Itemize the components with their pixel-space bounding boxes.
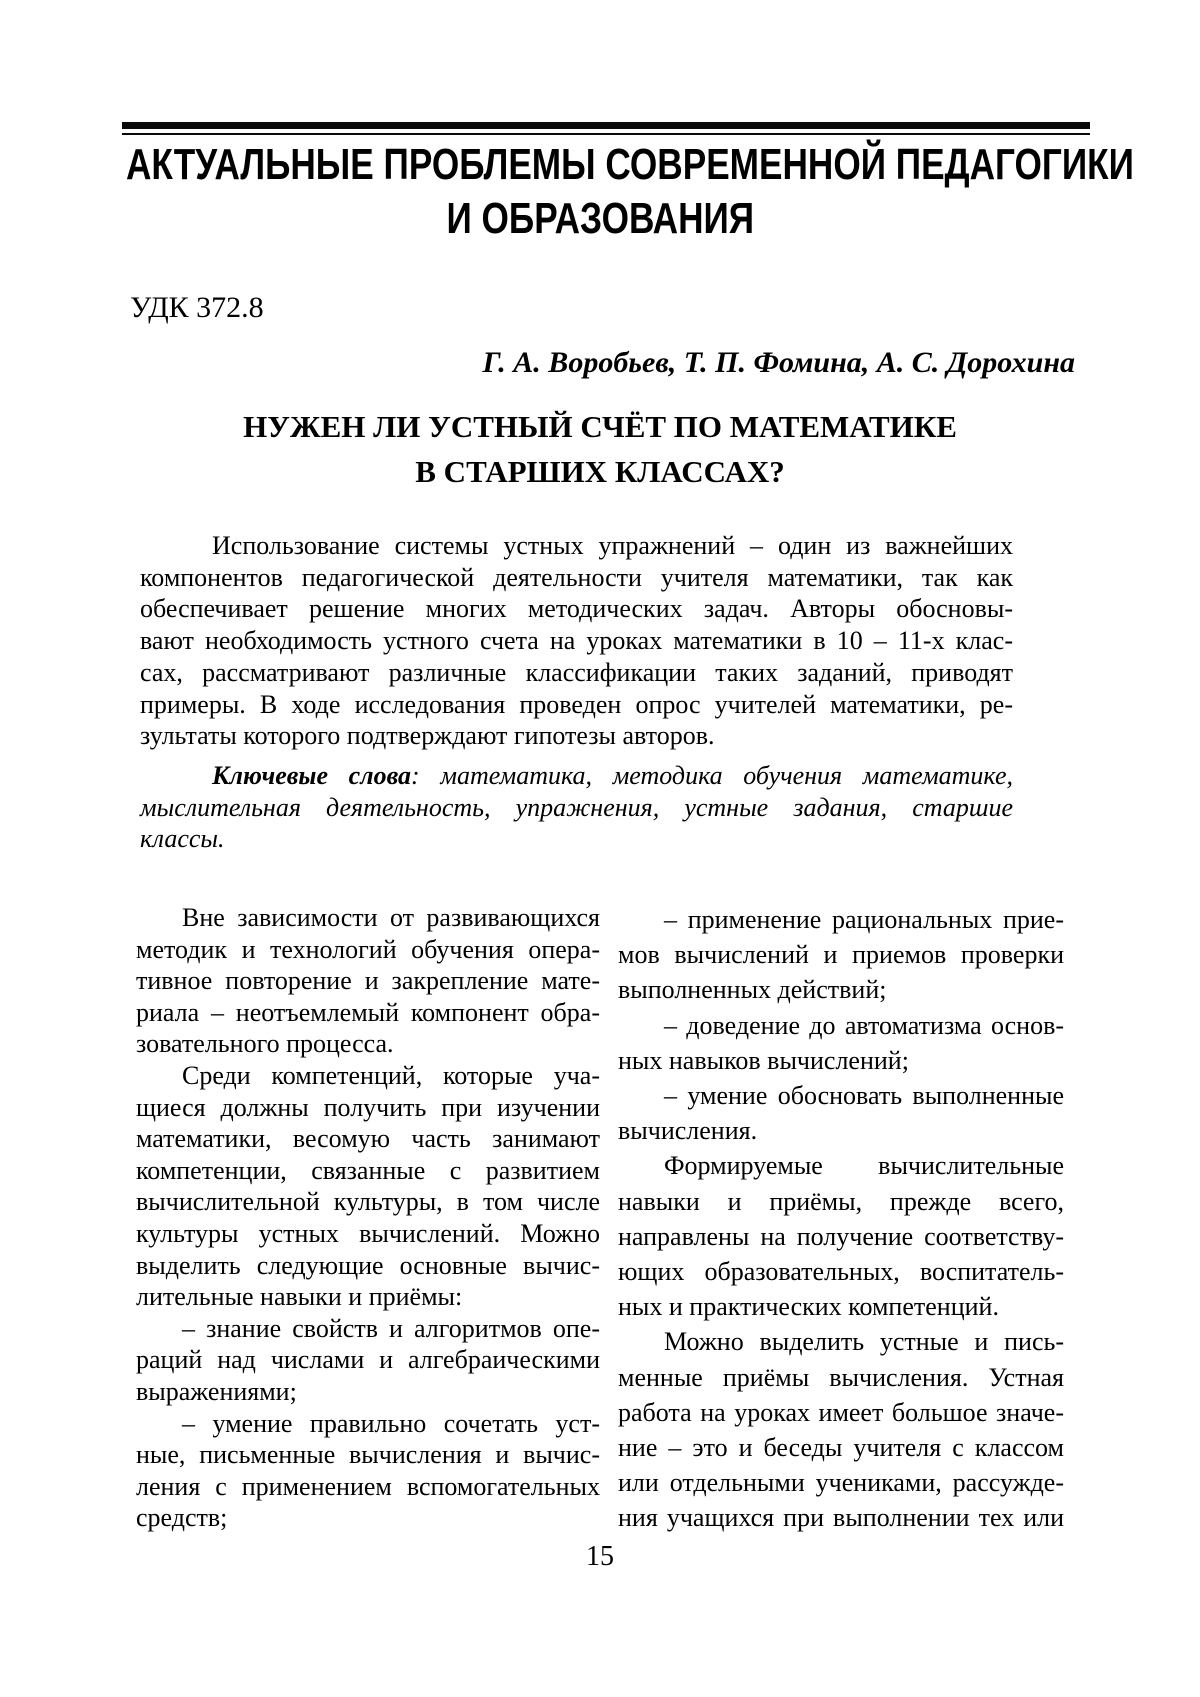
text-line: зультаты которого подтверждают гипотезы авторов. bbox=[140, 721, 715, 751]
body-left-column bbox=[136, 902, 600, 1534]
text-line: сах, рассматривают различные классификации таких заданий, приводят bbox=[140, 657, 1013, 687]
text-line: мов вычислений и приемов проверки bbox=[618, 940, 1064, 970]
page-number: 15 bbox=[586, 1541, 614, 1572]
text-line: вычисления. bbox=[618, 1116, 758, 1146]
text-line: ния учащихся при выполнении тех или bbox=[618, 1503, 1064, 1533]
text-line: лительные навыки и приёмы: bbox=[136, 1282, 463, 1312]
header-rule-thin bbox=[122, 133, 1090, 135]
paragraph bbox=[136, 902, 600, 1060]
article-title bbox=[0, 404, 1200, 494]
text-line: примеры. В ходе исследования проведен опрос учителей математики, ре- bbox=[140, 689, 1013, 719]
text-line: – знание свойств и алгоритмов опе- bbox=[182, 1313, 600, 1343]
article-title-line-1: НУЖЕН ЛИ УСТНЫЙ СЧЁТ ПО МАТЕМАТИКЕ bbox=[243, 409, 957, 444]
abstract-block bbox=[140, 530, 1013, 855]
text-line: Можно выделить устные и пись- bbox=[664, 1327, 1064, 1357]
text-line: компетенции, связанные с развитием bbox=[136, 1155, 600, 1185]
text-line: навыки и приёмы, прежде всего, bbox=[618, 1186, 1064, 1216]
authors-line: Г. А. Воробьев, Т. П. Фомина, А. С. Дорохина bbox=[482, 346, 1075, 379]
text-line: средств; bbox=[136, 1503, 228, 1533]
text-line: работа на уроках имеет большое значе- bbox=[618, 1397, 1064, 1427]
text-line: раций над числами и алгебраическими bbox=[136, 1345, 600, 1375]
text-line: риала – неотъемлемый компонент обра- bbox=[136, 997, 600, 1027]
text-line: ных и практических компетенций. bbox=[618, 1292, 999, 1322]
paragraph bbox=[136, 1060, 600, 1313]
keywords-line-2: мыслительная деятельность, упражнения, устные задания, старшие bbox=[140, 792, 1013, 822]
paragraph bbox=[618, 1008, 1064, 1078]
text-line: – применение рациональных прие- bbox=[664, 905, 1064, 934]
abstract-paragraphs bbox=[140, 530, 1013, 752]
keywords-line-1-rest: : математика, методика обучения математике, bbox=[411, 760, 1013, 790]
text-line: Среди компетенций, которые уча- bbox=[182, 1060, 600, 1090]
text-line: Формируемые вычислительные bbox=[664, 1151, 1064, 1181]
text-line: Вне зависимости от развивающихся bbox=[182, 903, 600, 932]
text-line: – доведение до автоматизма основ- bbox=[664, 1010, 1064, 1040]
paragraph bbox=[140, 530, 1013, 752]
text-line: ных навыков вычислений; bbox=[618, 1045, 909, 1075]
udc-code: УДК 372.8 bbox=[130, 291, 264, 324]
text-line: методик и технологий обучения опера- bbox=[136, 934, 600, 964]
article-title-line-2: В СТАРШИХ КЛАССАХ? bbox=[415, 454, 785, 489]
text-line: щиеся должны получить при изучении bbox=[136, 1092, 600, 1122]
text-line: – умение правильно сочетать уст- bbox=[182, 1408, 600, 1438]
text-line: – умение обосновать выполненные bbox=[664, 1081, 1064, 1111]
text-line: культуры устных вычислений. Можно bbox=[136, 1218, 600, 1248]
text-line: вают необходимость устного счета на уроках математики в 10 – 11-х клас- bbox=[140, 626, 1013, 656]
text-line: математики, весомую часть занимают bbox=[136, 1124, 600, 1154]
text-line: вычислительной культуры, в том числе bbox=[136, 1187, 600, 1217]
text-line: зовательного процесса. bbox=[136, 1029, 394, 1059]
paragraph bbox=[618, 902, 1064, 1008]
body-right-column bbox=[618, 902, 1064, 1536]
text-line: обеспечивает решение многих методических задач. Авторы обосновы- bbox=[140, 594, 1013, 624]
text-line: или отдельными учениками, рассужде- bbox=[618, 1468, 1064, 1498]
paragraph bbox=[618, 1324, 1064, 1535]
keywords-line-1 bbox=[140, 760, 1013, 792]
text-line: компонентов педагогической деятельности учителя математики, так как bbox=[140, 562, 1013, 592]
paragraph bbox=[136, 1408, 600, 1534]
text-line: выражениями; bbox=[136, 1376, 297, 1406]
text-line: тивное повторение и закрепление мате- bbox=[136, 966, 600, 996]
text-line: ления с применением вспомогательных bbox=[136, 1471, 600, 1501]
keywords-line-3: классы. bbox=[140, 824, 225, 854]
text-line: ющих образовательных, воспитатель- bbox=[618, 1257, 1064, 1287]
keywords-label: Ключевые слова bbox=[212, 760, 412, 790]
masthead-title bbox=[0, 138, 1200, 246]
text-line: ние – это и беседы учителя с классом bbox=[618, 1433, 1064, 1463]
text-line: направлены на получение соответству- bbox=[618, 1221, 1064, 1251]
paragraph bbox=[136, 1313, 600, 1408]
paragraph bbox=[618, 1078, 1064, 1148]
text-line: менные приёмы вычисления. Устная bbox=[618, 1362, 1064, 1392]
text-line: Использование системы устных упражнений – один из важнейших bbox=[212, 531, 1013, 560]
keywords-paragraph bbox=[140, 760, 1013, 855]
header-rule-thick bbox=[122, 122, 1090, 129]
masthead-line-1: АКТУАЛЬНЫЕ ПРОБЛЕМЫ СОВРЕМЕННОЙ ПЕДАГОГИКИ bbox=[125, 140, 1134, 189]
text-line: выполненных действий; bbox=[618, 975, 887, 1005]
text-line: ные, письменные вычисления и вычис- bbox=[136, 1440, 600, 1470]
masthead-line-2: И ОБРАЗОВАНИЯ bbox=[446, 194, 754, 243]
paragraph bbox=[618, 1148, 1064, 1324]
text-line: выделить следующие основные вычис- bbox=[136, 1250, 600, 1280]
